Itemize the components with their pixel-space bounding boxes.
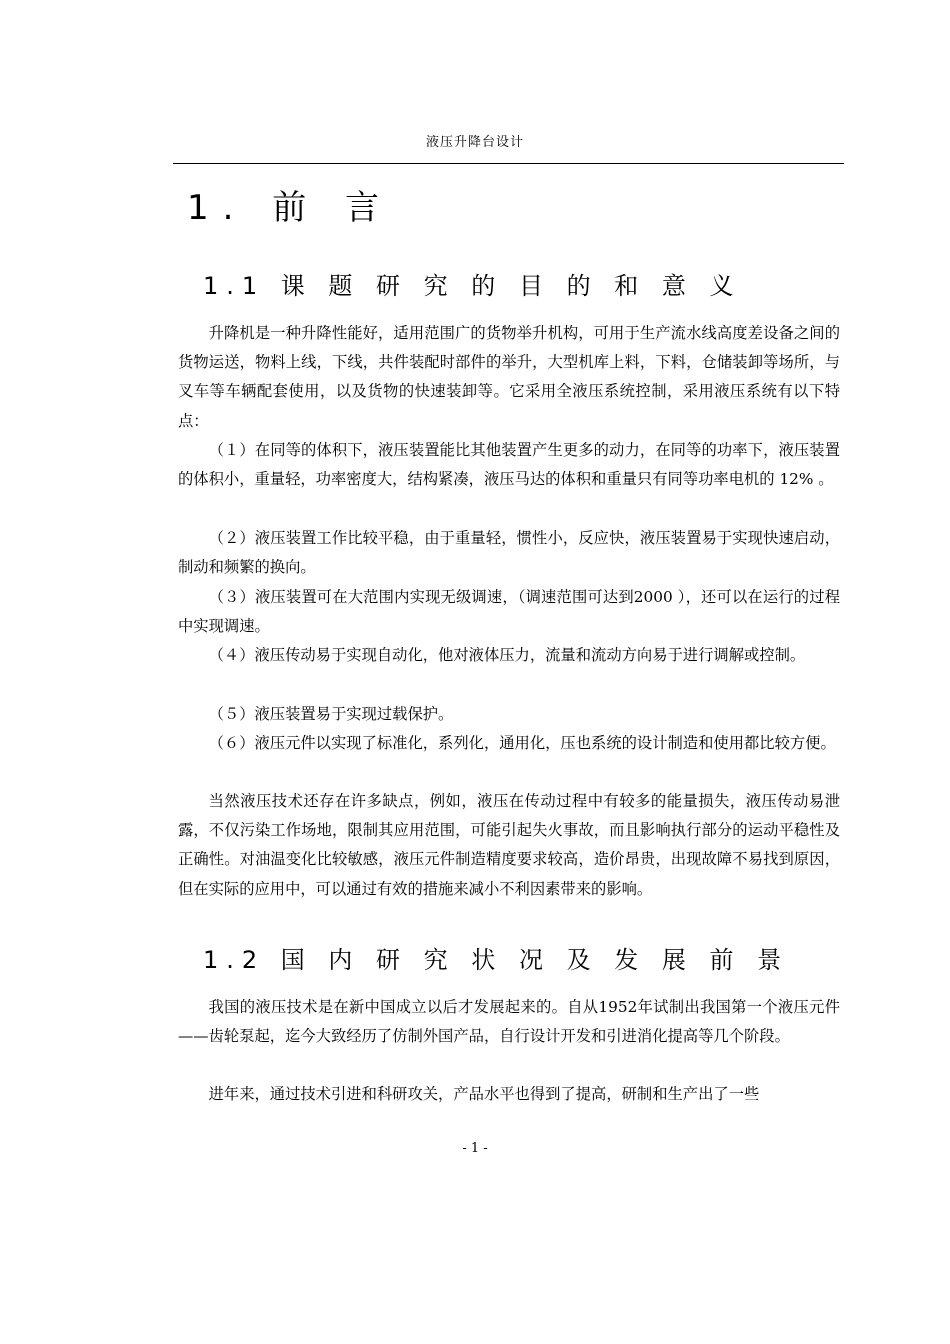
header-rule <box>173 163 844 164</box>
running-header: 液压升降台设计 <box>425 135 524 150</box>
section-heading-1-2: 1.2 国 内 研 究 状 况 及 发 展 前 景 <box>203 946 790 974</box>
paragraph: （１）在同等的体积下，液压装置能比其他装置产生更多的动力，在同等的功率下，液压装置的体积小，重量轻，功率密度大，结构紧凑，液压马达的体积和重量只有同等功率电机的 12% 。 <box>178 441 840 489</box>
paragraph: 升降机是一种升降性能好，适用范围广的货物举升机构，可用于生产流水线高度差设备之间的货物运送，物料上线，下线，共件装配时部件的举升，大型机库上料，下料，仓储装卸等场所，与叉车等车辆配套使用，以及货物的快速装卸等。它采用全液压系统控制，采用液压系统有以下特点： <box>178 324 840 430</box>
section-heading-1-1: 1.1 课 题 研 究 的 目 的 和 意 义 <box>203 272 742 300</box>
page-number: - 1 - <box>462 1141 488 1156</box>
paragraph: （３）液压装置可在大范围内实现无级调速，（调速范围可达到2000 ），还可以在运行的过程中实现调速。 <box>178 588 840 636</box>
paragraph: 我国的液压技术是在新中国成立以后才发展起来的。自从1952年试制出我国第一个液压元件——齿轮泵起，迄今大致经历了仿制外国产品，自行设计开发和引进消化提高等几个阶段。 <box>178 998 840 1046</box>
paragraph: （６）液压元件以实现了标准化，系列化，通用化，压也系统的设计制造和使用都比较方便。 <box>208 734 836 752</box>
paragraph: （２）液压装置工作比较平稳，由于重量轻，惯性小，反应快，液压装置易于实现快速启动，制动和频繁的换向。 <box>178 529 840 577</box>
paragraph: 进年来，通过技术引进和科研攻关，产品水平也得到了提高，研制和生产出了一些 <box>208 1085 760 1103</box>
paragraph: （５）液压装置易于实现过载保护。 <box>208 705 454 723</box>
paragraph: （４）液压传动易于实现自动化，他对液体压力，流量和流动方向易于进行调解或控制。 <box>208 646 806 664</box>
paragraph: 当然液压技术还存在许多缺点，例如，液压在传动过程中有较多的能量损失，液压传动易泄露，不仅污染工作场地，限制其应用范围，可能引起失火事故，而且影响执行部分的运动平稳性及正确性。对油温变化比较敏感，液压元件制造精度要求较高，造价昂贵，出现故障不易找到原因，但在实际的应用中，可以通过有效的措施来减小不利因素带来的影响。 <box>178 792 840 898</box>
chapter-title: 1. 前 言 <box>187 188 394 228</box>
